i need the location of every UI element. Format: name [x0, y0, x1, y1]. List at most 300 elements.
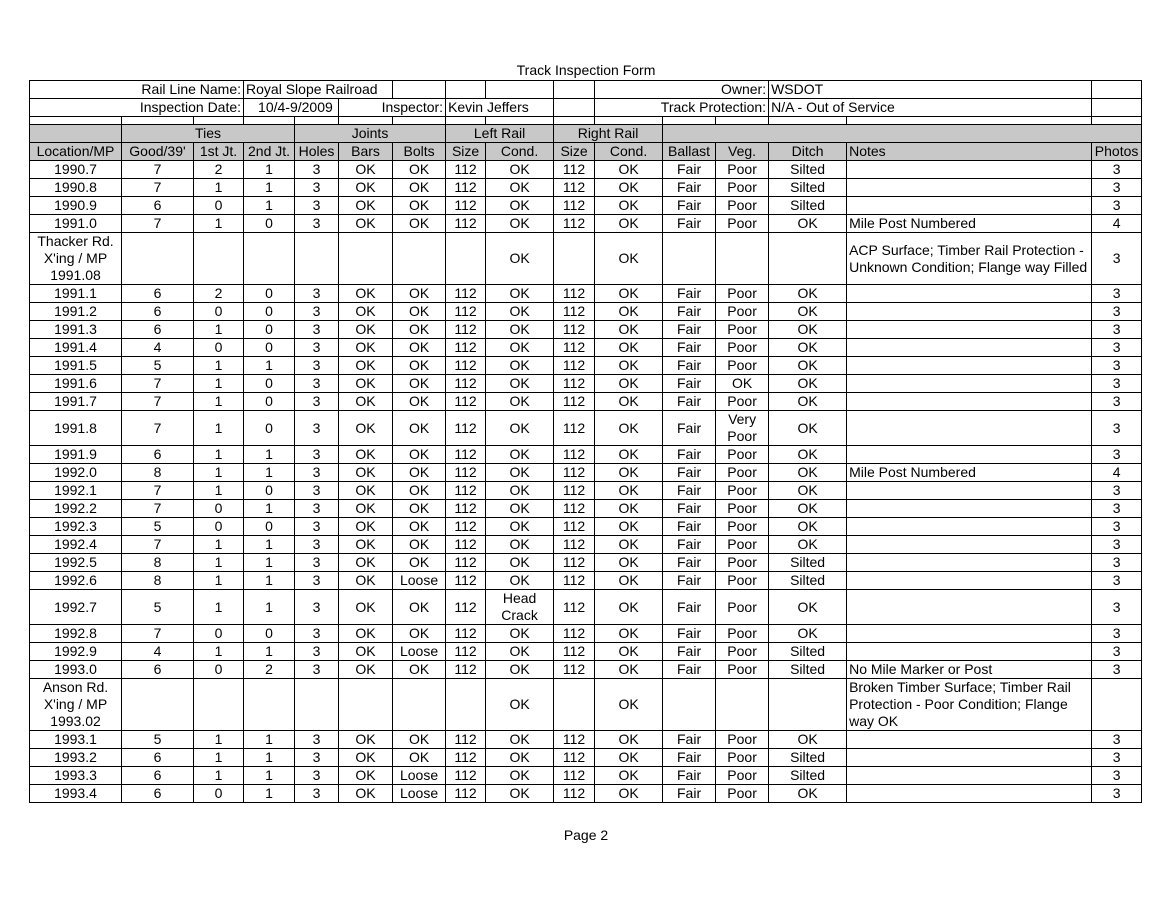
- cell-ballast: Fair: [663, 321, 716, 339]
- inspection-date-value: 10/4-9/2009: [244, 99, 339, 117]
- cell-bolts: Loose: [393, 643, 446, 661]
- table-row: [30, 464, 1142, 482]
- cell-first-joint: 1: [194, 482, 244, 500]
- table-row: [30, 161, 1142, 179]
- cell-ballast: Fair: [663, 393, 716, 411]
- cell-veg: Poor: [716, 464, 769, 482]
- group-header-row: [30, 125, 1142, 143]
- cell-bolts: OK: [393, 661, 446, 679]
- cell-notes: [847, 500, 1092, 518]
- cell-veg: [716, 679, 769, 731]
- cell-first-joint: 1: [194, 179, 244, 197]
- cell-bolts: OK: [393, 161, 446, 179]
- cell-good-39: 8: [122, 464, 194, 482]
- cell-notes: Broken Timber Surface; Timber Rail Protection - Poor Condition; Flange way OK: [847, 679, 1092, 731]
- cell-bars: OK: [339, 375, 393, 393]
- cell-ballast: Fair: [663, 285, 716, 303]
- cell-second-joint: 1: [244, 179, 295, 197]
- cell-holes: 3: [295, 393, 339, 411]
- cell-first-joint: 1: [194, 215, 244, 233]
- cell-veg: Poor: [716, 357, 769, 375]
- cell-right-size: 112: [554, 554, 595, 572]
- cell-holes: 3: [295, 767, 339, 785]
- cell-right-size: 112: [554, 767, 595, 785]
- cell-right-cond: OK: [595, 464, 663, 482]
- cell-ditch: Silted: [769, 197, 847, 215]
- cell-first-joint: 0: [194, 303, 244, 321]
- inspector-label: Inspector:: [339, 99, 446, 117]
- cell-holes: 3: [295, 464, 339, 482]
- cell-first-joint: 1: [194, 411, 244, 446]
- cell-good-39: 5: [122, 731, 194, 749]
- cell-left-cond: OK: [486, 179, 554, 197]
- cell-holes: 3: [295, 482, 339, 500]
- cell-good-39: 5: [122, 518, 194, 536]
- cell-left-size: 112: [446, 536, 486, 554]
- cell-second-joint: 0: [244, 482, 295, 500]
- cell-right-cond: OK: [595, 625, 663, 643]
- cell-notes: [847, 357, 1092, 375]
- cell-ditch: Silted: [769, 161, 847, 179]
- cell-bolts: OK: [393, 357, 446, 375]
- cell-photos: 3: [1092, 731, 1142, 749]
- track-protection-value: N/A - Out of Service: [769, 99, 1092, 117]
- cell-good-39: 7: [122, 625, 194, 643]
- column-header-bars: Bars: [339, 143, 393, 161]
- cell-bars: OK: [339, 643, 393, 661]
- cell-ditch: OK: [769, 215, 847, 233]
- cell-holes: 3: [295, 446, 339, 464]
- cell-first-joint: 1: [194, 767, 244, 785]
- cell-ditch: OK: [769, 518, 847, 536]
- cell-first-joint: 1: [194, 643, 244, 661]
- cell-bars: OK: [339, 215, 393, 233]
- cell-right-cond: OK: [595, 749, 663, 767]
- cell-second-joint: [244, 679, 295, 731]
- cell-location: 1993.4: [30, 785, 122, 803]
- cell-second-joint: 1: [244, 590, 295, 625]
- cell-right-size: 112: [554, 215, 595, 233]
- cell-good-39: 7: [122, 411, 194, 446]
- cell-ditch: OK: [769, 590, 847, 625]
- cell-right-cond: OK: [595, 785, 663, 803]
- cell-good-39: 6: [122, 785, 194, 803]
- cell-right-cond: OK: [595, 536, 663, 554]
- cell-bolts: OK: [393, 197, 446, 215]
- cell-ditch: OK: [769, 303, 847, 321]
- cell-veg: Poor: [716, 590, 769, 625]
- cell-holes: 3: [295, 500, 339, 518]
- cell-left-cond: OK: [486, 303, 554, 321]
- cell-bolts: OK: [393, 285, 446, 303]
- inspection-date-row: [30, 99, 1142, 117]
- inspection-table: [29, 80, 1142, 803]
- cell-location: 1992.4: [30, 536, 122, 554]
- cell-right-size: [554, 233, 595, 285]
- cell-left-cond: OK: [486, 661, 554, 679]
- cell-good-39: 8: [122, 572, 194, 590]
- cell-left-cond: OK: [486, 339, 554, 357]
- cell-photos: 3: [1092, 482, 1142, 500]
- cell-right-size: 112: [554, 536, 595, 554]
- cell-notes: [847, 767, 1092, 785]
- cell-right-size: 112: [554, 357, 595, 375]
- table-row: [30, 643, 1142, 661]
- cell-veg: Poor: [716, 767, 769, 785]
- cell-right-cond: OK: [595, 285, 663, 303]
- cell-notes: [847, 303, 1092, 321]
- cell-left-cond: OK: [486, 536, 554, 554]
- cell-second-joint: 1: [244, 357, 295, 375]
- cell-veg: Poor: [716, 197, 769, 215]
- cell-right-size: 112: [554, 446, 595, 464]
- column-header-right-size: Size: [554, 143, 595, 161]
- cell-photos: 3: [1092, 375, 1142, 393]
- cell-photos: 3: [1092, 393, 1142, 411]
- cell-bolts: OK: [393, 731, 446, 749]
- cell-holes: 3: [295, 554, 339, 572]
- cell-bars: OK: [339, 731, 393, 749]
- cell-left-size: 112: [446, 661, 486, 679]
- cell-left-cond: OK: [486, 643, 554, 661]
- cell-good-39: [122, 233, 194, 285]
- cell-first-joint: 0: [194, 197, 244, 215]
- cell-second-joint: 0: [244, 285, 295, 303]
- cell-holes: [295, 233, 339, 285]
- cell-right-cond: OK: [595, 339, 663, 357]
- cell-ballast: Fair: [663, 731, 716, 749]
- cell-ballast: Fair: [663, 464, 716, 482]
- cell-bars: OK: [339, 411, 393, 446]
- cell-notes: [847, 339, 1092, 357]
- table-row: [30, 767, 1142, 785]
- cell-bolts: OK: [393, 482, 446, 500]
- cell-left-size: 112: [446, 464, 486, 482]
- cell-right-size: 112: [554, 411, 595, 446]
- cell-ballast: Fair: [663, 590, 716, 625]
- cell-right-cond: OK: [595, 357, 663, 375]
- cell-holes: 3: [295, 572, 339, 590]
- cell-ballast: [663, 679, 716, 731]
- cell-veg: Poor: [716, 161, 769, 179]
- cell-second-joint: 0: [244, 303, 295, 321]
- cell-bars: OK: [339, 446, 393, 464]
- cell-ballast: Fair: [663, 411, 716, 446]
- cell-holes: 3: [295, 643, 339, 661]
- cell-photos: 3: [1092, 572, 1142, 590]
- cell-location: 1990.7: [30, 161, 122, 179]
- cell-good-39: 6: [122, 197, 194, 215]
- cell-location: 1993.3: [30, 767, 122, 785]
- cell-second-joint: 1: [244, 554, 295, 572]
- rail-line-row: [30, 81, 1142, 99]
- cell-right-cond: OK: [595, 518, 663, 536]
- cell-ballast: Fair: [663, 303, 716, 321]
- cell-photos: 3: [1092, 197, 1142, 215]
- cell-second-joint: 1: [244, 767, 295, 785]
- column-header-left-size: Size: [446, 143, 486, 161]
- ties-group-header: Ties: [122, 125, 295, 143]
- cell-left-cond: OK: [486, 482, 554, 500]
- cell-ditch: Silted: [769, 749, 847, 767]
- cell-good-39: 7: [122, 215, 194, 233]
- cell-holes: [295, 679, 339, 731]
- cell-bars: OK: [339, 357, 393, 375]
- cell-holes: 3: [295, 375, 339, 393]
- cell-left-cond: OK: [486, 215, 554, 233]
- cell-notes: [847, 197, 1092, 215]
- column-header-row: [30, 143, 1142, 161]
- cell-bars: OK: [339, 749, 393, 767]
- cell-notes: [847, 411, 1092, 446]
- cell-left-cond: OK: [486, 446, 554, 464]
- cell-first-joint: 0: [194, 500, 244, 518]
- cell-holes: 3: [295, 197, 339, 215]
- cell-location: 1991.3: [30, 321, 122, 339]
- cell-photos: [1092, 679, 1142, 731]
- cell-left-size: 112: [446, 161, 486, 179]
- cell-notes: [847, 731, 1092, 749]
- cell-ditch: OK: [769, 446, 847, 464]
- cell-location: 1991.8: [30, 411, 122, 446]
- cell-bars: OK: [339, 536, 393, 554]
- cell-left-size: 112: [446, 785, 486, 803]
- table-row: [30, 500, 1142, 518]
- cell-ditch: [769, 233, 847, 285]
- cell-first-joint: 1: [194, 446, 244, 464]
- cell-right-cond: OK: [595, 661, 663, 679]
- cell-left-size: 112: [446, 411, 486, 446]
- cell-photos: 3: [1092, 625, 1142, 643]
- cell-ditch: OK: [769, 785, 847, 803]
- cell-photos: 3: [1092, 767, 1142, 785]
- cell-left-size: 112: [446, 554, 486, 572]
- cell-second-joint: 1: [244, 785, 295, 803]
- table-row: [30, 321, 1142, 339]
- cell-bars: OK: [339, 393, 393, 411]
- cell-photos: 3: [1092, 446, 1142, 464]
- cell-holes: 3: [295, 518, 339, 536]
- cell-notes: [847, 179, 1092, 197]
- cell-good-39: 6: [122, 749, 194, 767]
- cell-holes: 3: [295, 215, 339, 233]
- cell-left-cond: OK: [486, 785, 554, 803]
- cell-right-size: 112: [554, 661, 595, 679]
- track-protection-label: Track Protection:: [595, 99, 769, 117]
- table-row: [30, 411, 1142, 446]
- cell-photos: 3: [1092, 233, 1142, 285]
- cell-left-cond: OK: [486, 731, 554, 749]
- cell-location: 1991.1: [30, 285, 122, 303]
- table-row: [30, 536, 1142, 554]
- cell-ballast: Fair: [663, 625, 716, 643]
- cell-bolts: OK: [393, 215, 446, 233]
- cell-notes: [847, 643, 1092, 661]
- cell-right-size: 112: [554, 339, 595, 357]
- cell-right-cond: OK: [595, 375, 663, 393]
- cell-bars: OK: [339, 625, 393, 643]
- cell-right-cond: OK: [595, 411, 663, 446]
- cell-photos: 3: [1092, 518, 1142, 536]
- cell-right-size: 112: [554, 464, 595, 482]
- table-row: [30, 749, 1142, 767]
- cell-photos: 3: [1092, 285, 1142, 303]
- column-header-good-39: Good/39': [122, 143, 194, 161]
- cell-veg: Poor: [716, 749, 769, 767]
- cell-bars: OK: [339, 518, 393, 536]
- cell-left-size: 112: [446, 357, 486, 375]
- cell-left-cond: OK: [486, 500, 554, 518]
- table-row: [30, 446, 1142, 464]
- cell-left-cond: OK: [486, 285, 554, 303]
- cell-ballast: Fair: [663, 375, 716, 393]
- cell-notes: [847, 554, 1092, 572]
- table-row: [30, 731, 1142, 749]
- cell-veg: Poor: [716, 500, 769, 518]
- cell-notes: [847, 321, 1092, 339]
- cell-holes: 3: [295, 731, 339, 749]
- cell-bolts: OK: [393, 554, 446, 572]
- cell-second-joint: 1: [244, 643, 295, 661]
- joints-group-header: Joints: [295, 125, 446, 143]
- form-title: Track Inspection Form: [516, 62, 656, 78]
- cell-holes: 3: [295, 303, 339, 321]
- cell-good-39: 6: [122, 321, 194, 339]
- cell-ditch: OK: [769, 411, 847, 446]
- column-header-right-cond: Cond.: [595, 143, 663, 161]
- cell-location: 1991.6: [30, 375, 122, 393]
- cell-veg: Poor: [716, 215, 769, 233]
- table-row: [30, 285, 1142, 303]
- cell-ditch: Silted: [769, 661, 847, 679]
- cell-location: 1991.2: [30, 303, 122, 321]
- cell-ditch: OK: [769, 321, 847, 339]
- cell-location: 1991.9: [30, 446, 122, 464]
- cell-first-joint: 0: [194, 339, 244, 357]
- cell-left-cond: OK: [486, 572, 554, 590]
- cell-ditch: Silted: [769, 179, 847, 197]
- table-row: [30, 179, 1142, 197]
- cell-second-joint: 1: [244, 197, 295, 215]
- cell-notes: Mile Post Numbered: [847, 464, 1092, 482]
- cell-right-size: 112: [554, 785, 595, 803]
- cell-bars: [339, 679, 393, 731]
- cell-left-size: 112: [446, 339, 486, 357]
- cell-second-joint: 1: [244, 500, 295, 518]
- cell-ditch: OK: [769, 285, 847, 303]
- cell-first-joint: 2: [194, 161, 244, 179]
- cell-veg: Poor: [716, 785, 769, 803]
- column-header-veg: Veg.: [716, 143, 769, 161]
- cell-location: 1992.1: [30, 482, 122, 500]
- cell-left-size: 112: [446, 500, 486, 518]
- cell-good-39: 4: [122, 643, 194, 661]
- inspector-value: Kevin Jeffers: [446, 99, 554, 117]
- cell-right-cond: OK: [595, 303, 663, 321]
- rail-line-value: Royal Slope Railroad: [244, 81, 393, 99]
- cell-bars: OK: [339, 767, 393, 785]
- cell-notes: [847, 590, 1092, 625]
- cell-good-39: 4: [122, 339, 194, 357]
- cell-right-cond: OK: [595, 197, 663, 215]
- table-row: [30, 679, 1142, 731]
- cell-bars: OK: [339, 197, 393, 215]
- cell-right-size: 112: [554, 625, 595, 643]
- cell-left-size: 112: [446, 643, 486, 661]
- cell-holes: 3: [295, 411, 339, 446]
- cell-location: 1993.2: [30, 749, 122, 767]
- table-row: [30, 393, 1142, 411]
- cell-left-size: 112: [446, 482, 486, 500]
- cell-photos: 3: [1092, 749, 1142, 767]
- cell-left-cond: OK: [486, 411, 554, 446]
- cell-good-39: 6: [122, 303, 194, 321]
- cell-left-cond: OK: [486, 357, 554, 375]
- cell-holes: 3: [295, 179, 339, 197]
- table-row: [30, 303, 1142, 321]
- cell-ballast: Fair: [663, 179, 716, 197]
- column-header-first-joint: 1st Jt.: [194, 143, 244, 161]
- cell-right-cond: OK: [595, 161, 663, 179]
- cell-left-cond: OK: [486, 749, 554, 767]
- cell-right-size: 112: [554, 482, 595, 500]
- cell-first-joint: 1: [194, 393, 244, 411]
- cell-photos: 4: [1092, 215, 1142, 233]
- cell-location: Thacker Rd. X'ing / MP 1991.08: [30, 233, 122, 285]
- cell-left-size: 112: [446, 285, 486, 303]
- cell-photos: 3: [1092, 785, 1142, 803]
- cell-left-size: 112: [446, 731, 486, 749]
- cell-holes: 3: [295, 749, 339, 767]
- cell-bolts: OK: [393, 625, 446, 643]
- cell-ditch: OK: [769, 375, 847, 393]
- cell-bolts: OK: [393, 179, 446, 197]
- cell-first-joint: 0: [194, 625, 244, 643]
- owner-label: Owner:: [595, 81, 769, 99]
- cell-bolts: Loose: [393, 572, 446, 590]
- cell-holes: 3: [295, 536, 339, 554]
- cell-bars: OK: [339, 572, 393, 590]
- cell-second-joint: 2: [244, 661, 295, 679]
- cell-notes: [847, 482, 1092, 500]
- cell-photos: 3: [1092, 661, 1142, 679]
- cell-right-cond: OK: [595, 482, 663, 500]
- cell-holes: 3: [295, 321, 339, 339]
- cell-first-joint: 1: [194, 749, 244, 767]
- column-header-holes: Holes: [295, 143, 339, 161]
- cell-left-size: 112: [446, 215, 486, 233]
- table-row: [30, 233, 1142, 285]
- cell-bolts: OK: [393, 749, 446, 767]
- cell-good-39: 6: [122, 446, 194, 464]
- table-row: [30, 375, 1142, 393]
- cell-bars: OK: [339, 554, 393, 572]
- cell-location: 1991.4: [30, 339, 122, 357]
- table-row: [30, 785, 1142, 803]
- cell-left-cond: OK: [486, 161, 554, 179]
- cell-bars: OK: [339, 661, 393, 679]
- cell-right-cond: OK: [595, 446, 663, 464]
- cell-second-joint: 1: [244, 749, 295, 767]
- cell-location: 1991.0: [30, 215, 122, 233]
- cell-notes: [847, 536, 1092, 554]
- cell-good-39: 7: [122, 482, 194, 500]
- cell-photos: 3: [1092, 590, 1142, 625]
- cell-photos: 3: [1092, 500, 1142, 518]
- cell-ditch: OK: [769, 625, 847, 643]
- cell-ballast: Fair: [663, 661, 716, 679]
- cell-notes: [847, 393, 1092, 411]
